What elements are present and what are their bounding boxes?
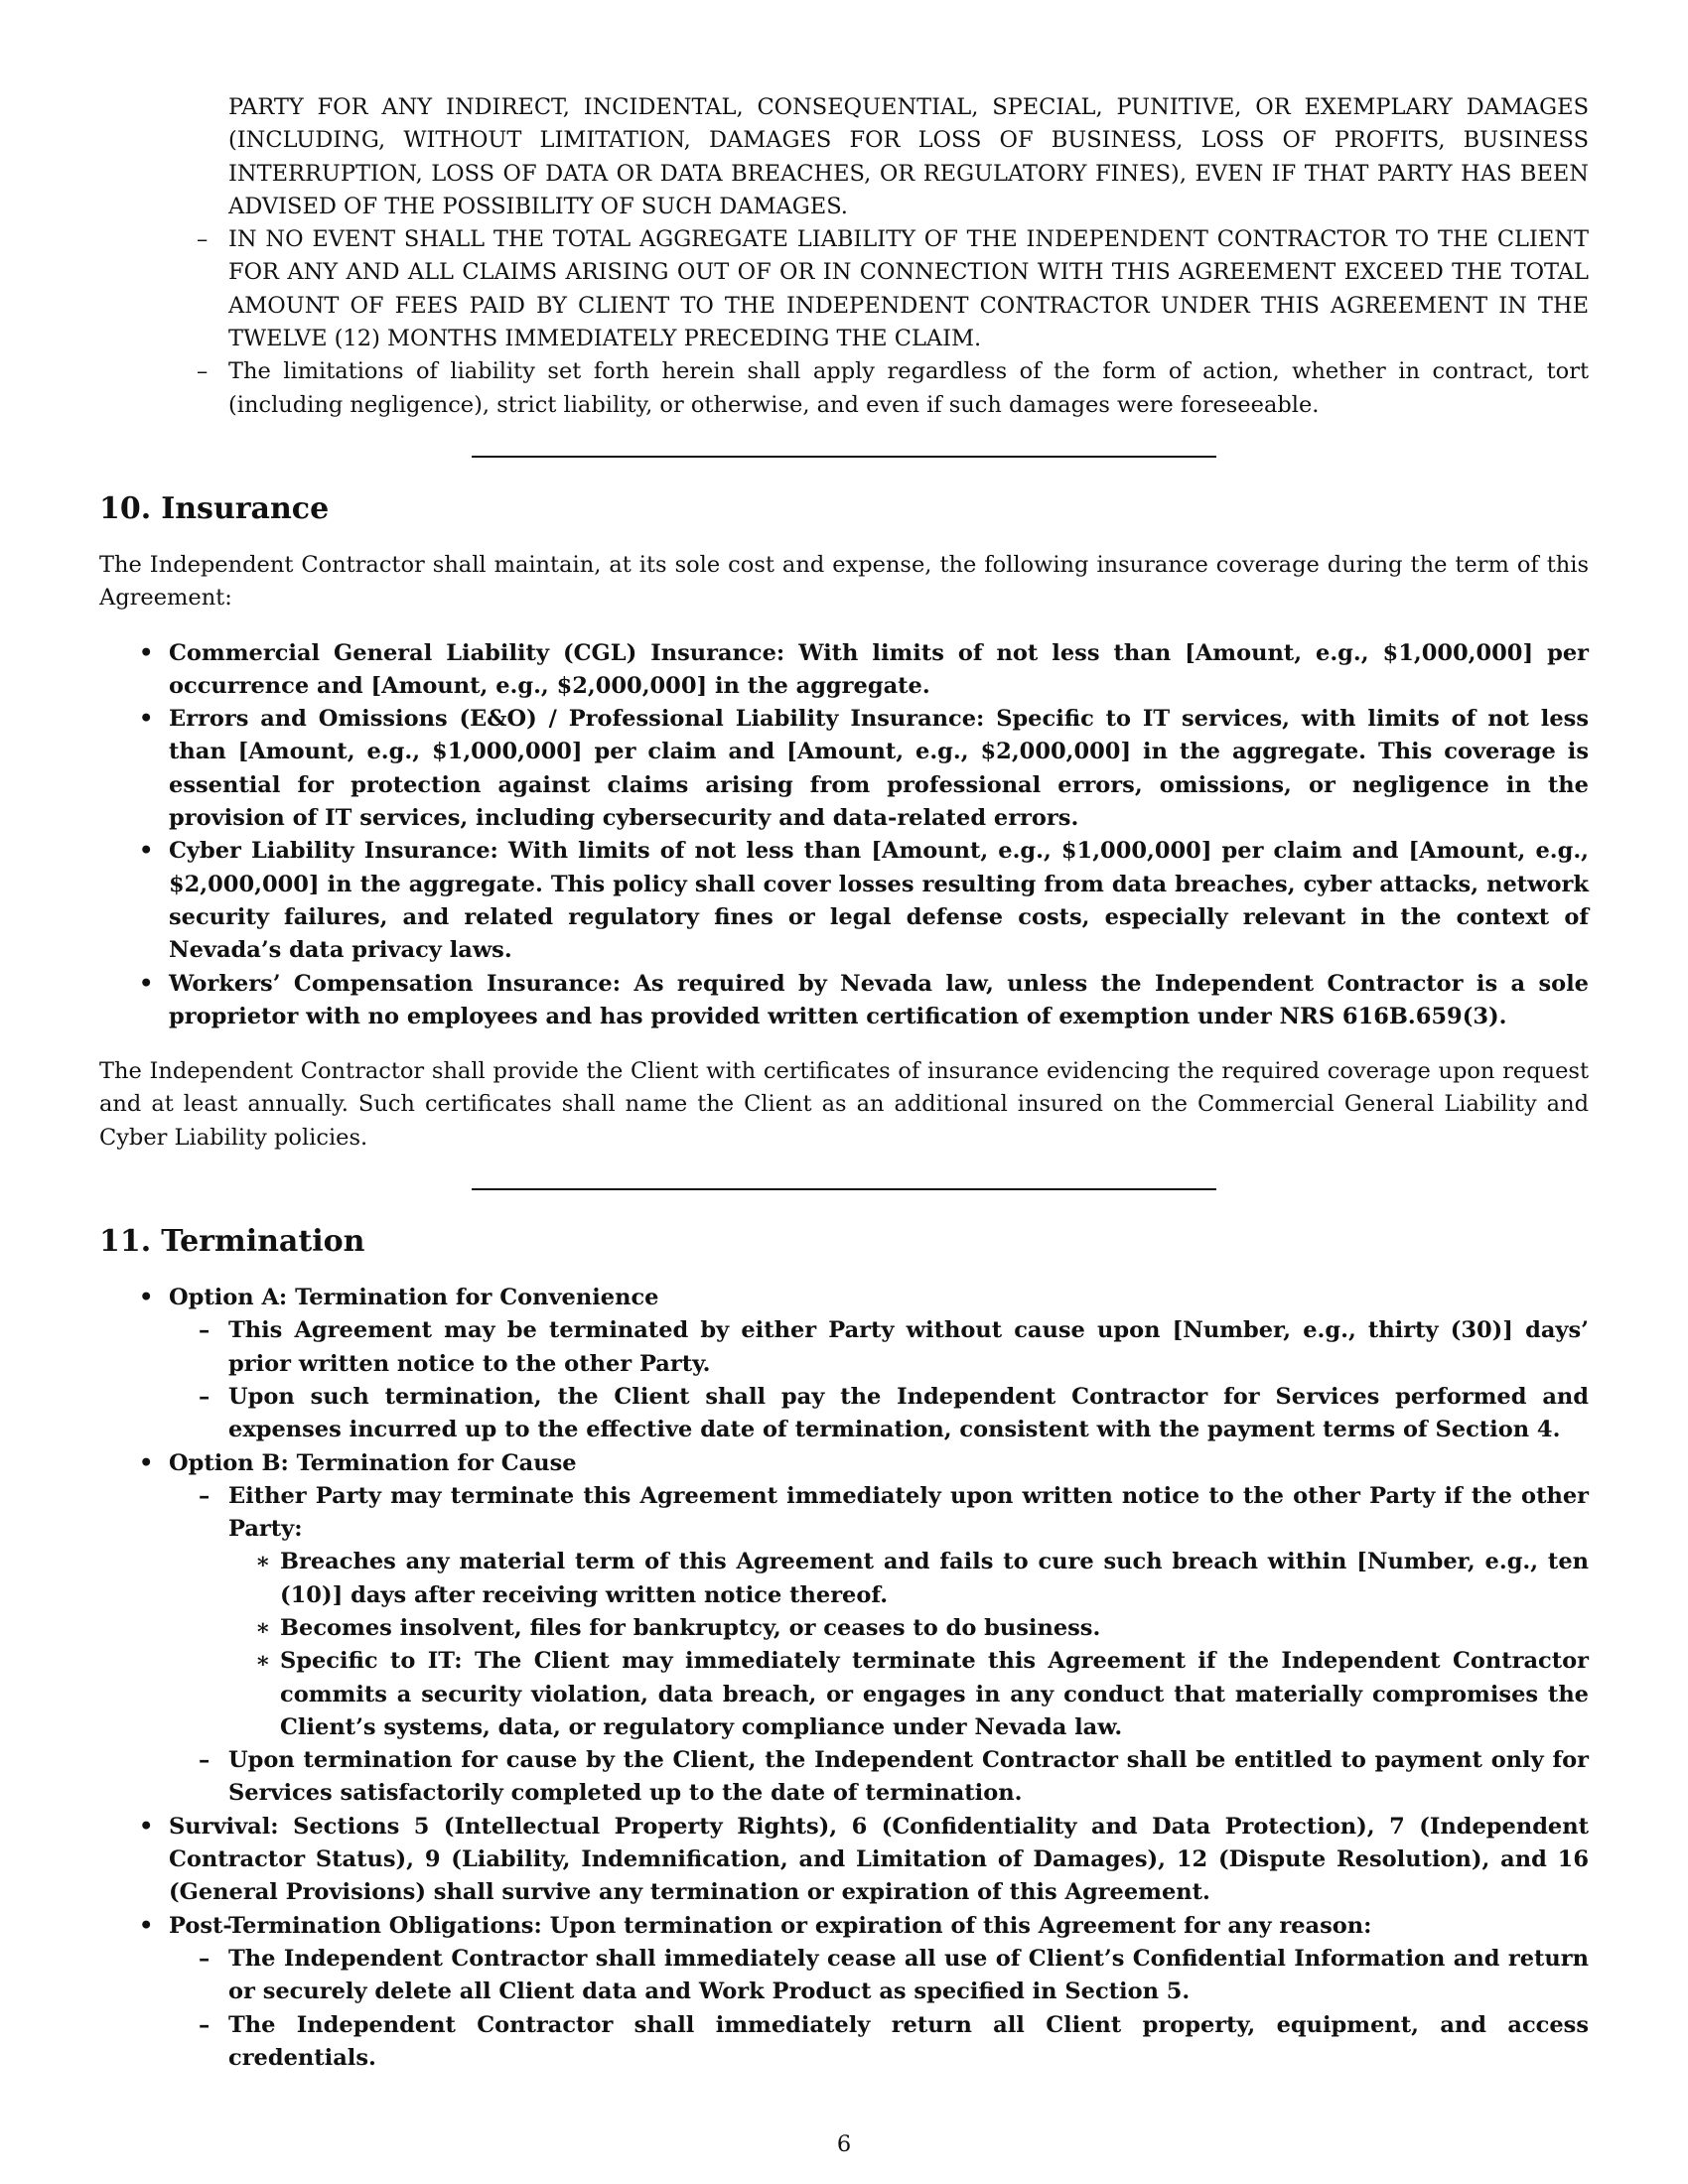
item-text: ] in the aggregate. This policy shall cover losses resulting from data breaches, cyber attacks, network security failures, and related regulatory fines or legal defense costs, especially relevant in the context of Nevada’s data privacy laws. [169,871,1589,964]
dash-marker: – [199,2011,211,2038]
bullet-marker: • [139,1912,154,1939]
page-number: 6 [836,2131,852,2157]
item-label: Survival: [169,1813,279,1840]
item-text: ] per claim and [ [1200,838,1420,865]
item-label: Specific to IT: [280,1648,463,1675]
dash-marker: – [199,1317,211,1344]
star-marker: ∗ [255,1648,271,1675]
item-text: Breaches any material term of this Agreement and fails to cure such breach within [ [280,1549,1367,1575]
item-text: Either Party may terminate this Agreement immediately upon written notice to the other Party if the other Party: [228,1482,1589,1543]
document-page [99,91,1589,2097]
dash-marker: – [199,1747,211,1774]
item-text: With limits of not less than [ [784,639,1196,666]
insurance-closing: The Independent Contractor shall provide the Client with certificates of insurance evidencing the required coverage upon request and at least annually. Such certificates shall name the Client as an additional insured on the Commercial General Liability and Cyber Liability policies. [99,1058,1589,1151]
amount-placeholder: Amount, e.g., $1,000,000 [1195,639,1523,666]
item-text: ] per claim and [ [571,739,797,765]
bullet-marker: • [139,1285,154,1311]
number-placeholder: Number, e.g., ten (10) [280,1549,1589,1608]
section-title: Insurance [161,490,330,526]
item-text: Becomes insolvent, files for bankruptcy, or ceases to do business. [280,1614,1101,1641]
section-number: 10. [99,490,152,526]
item-text: Upon such termination, the Client shall pay the Independent Contractor for Services performed and expenses incurred up to the effective date of termination, consistent with the payment terms of Section 4. [228,1383,1589,1443]
item-label: Post-Termination Obligations: [169,1912,542,1939]
section-heading [99,1222,1589,1262]
number-placeholder: Number, e.g., thirty (30) [1183,1317,1503,1344]
amount-placeholder: Amount, e.g., $1,000,000 [882,838,1201,865]
section-insurance [99,489,1589,1155]
sub-sub-list [228,1546,1589,1744]
item-text: ] in the aggregate. [696,672,930,699]
list-item [169,1314,1589,1381]
item-text: ] per occurrence and [ [169,639,1590,699]
list-item-survival [99,1811,1589,1910]
list-item [169,1943,1589,2009]
star-marker: ∗ [255,1549,271,1575]
item-text: ] days’ prior written notice to the other Party. [228,1317,1589,1377]
section-title: Termination [161,1224,365,1260]
bullet-marker: • [139,1449,154,1476]
item-text: ] in the aggregate. This coverage is essential for protection against claims arising from professional errors, omissions, or negligence in the provision of IT services, including cybersecurity and data-related errors. [169,739,1590,832]
item-text: Specific to IT services, with limits of not less than [ [169,706,1589,765]
item-text: The Independent Contractor shall immediately return all Client property, equipment, and access credentials. [228,2011,1589,2071]
caps-paragraph-2: IN NO EVENT SHALL THE TOTAL AGGREGATE LIABILITY OF THE INDEPENDENT CONTRACTOR TO THE CLIENT FOR ANY AND ALL CLAIMS ARISING OUT OF OR IN CONNECTION WITH THIS AGREEMENT EXCEED THE TOTAL AMOUNT OF FEES PAID BY CLIENT TO THE INDEPENDENT CONTRACTOR UNDER THIS AGREEMENT IN THE TWELVE (12) MONTHS IMMEDIATELY PRECEDING THE CLAIM. [228,226,1589,352]
list-item [99,355,1589,422]
section-heading [99,489,1589,529]
item-label: Workers’ Compensation Insurance: [169,970,622,997]
list-item [228,1645,1589,1744]
section-number: 11. [99,1224,152,1260]
item-text: Upon termination for cause by the Client, the Independent Contractor shall be entitled to payment only for Services satisfactorily completed up to the date of termination. [228,1747,1589,1807]
list-item [169,1744,1589,1811]
list-item [169,1480,1589,1744]
amount-placeholder: Amount, e.g., $1,000,000 [248,739,572,765]
dash-marker: – [199,1383,211,1410]
caps-paragraph-1: PARTY FOR ANY INDIRECT, INCIDENTAL, CONSEQUENTIAL, SPECIAL, PUNITIVE, OR EXEMPLARY DAMAGES (INCLUDING, WITHOUT LIMITATION, DAMAGES FOR LOSS OF BUSINESS, LOSS OF PROFITS, BUSINESS INTERRUPTION, LOSS OF DATA OR DATA BREACHES, OR REGULATORY FINES), EVEN IF THAT PARTY HAS BEEN ADVISED OF THE POSSIBILITY OF SUCH DAMAGES. [228,94,1589,219]
sub-list [169,1314,1589,1446]
dash-marker: – [199,1482,211,1509]
dash-marker: – [197,358,209,385]
bullet-marker: • [139,706,154,733]
limitations-text: The limitations of liability set forth herein shall apply regardless of the form of action, whether in contract, tort (including negligence), strict liability, or otherwise, and even if such damages were foreseeable. [228,358,1589,418]
termination-list [99,1282,1589,2075]
section-divider [472,1188,1216,1190]
item-text: The Independent Contractor shall immediately cease all use of Client’s Confidential Information and return or securely delete all Client data and Work Product as specified in Section 5. [228,1945,1589,2005]
bullet-marker: • [139,1813,154,1840]
item-text: ] days after receiving written notice thereof. [332,1581,889,1608]
item-label: Commercial General Liability (CGL) Insurance: [169,639,785,666]
insurance-intro: The Independent Contractor shall maintain, at its sole cost and expense, the following insurance coverage during the term of this Agreement: [99,551,1589,612]
amount-placeholder: Amount, e.g., $2,000,000 [169,838,1589,897]
liability-continuation [99,91,1589,422]
dash-marker: – [197,226,209,253]
item-label: Cyber Liability Insurance: [169,838,498,865]
list-item [228,1546,1589,1612]
item-text: Sections 5 (Intellectual Property Rights), 6 (Confidentiality and Data Protection), 7 (Independent Contractor Status), 9 (Liability, Indemnification, and Limitation of Damages), 12 (Dispute Resolution), and 16 (General Provisions) shall survive any termination or expiration of this Agreement. [169,1813,1589,1906]
section-divider [472,456,1216,458]
item-label: Option A: Termination for Convenience [169,1285,659,1311]
list-item [169,1381,1589,1447]
list-item-cgl [99,637,1589,704]
item-text: With limits of not less than [ [497,838,882,865]
item-label: Option B: Termination for Cause [169,1449,577,1476]
item-text: As required by Nevada law, unless the Independent Contractor is a sole proprietor with no employees and has provided written certification of exemption under NRS 616B.659(3). [169,970,1589,1029]
section-termination [99,1222,1589,2075]
bullet-marker: • [139,970,154,997]
list-item-cyber [99,835,1589,967]
list-item-workers-comp [99,968,1589,1034]
amount-placeholder: Amount, e.g., $2,000,000 [381,672,697,699]
insurance-list [99,637,1589,1034]
item-label: Errors and Omissions (E&O) / Professional Liability Insurance: [169,706,985,733]
amount-placeholder: Amount, e.g., $2,000,000 [796,739,1121,765]
bullet-marker: • [139,838,154,865]
list-item-option-a [99,1282,1589,1446]
list-item-option-b [99,1447,1589,1811]
item-text: Upon termination or expiration of this Agreement for any reason: [541,1912,1372,1939]
list-item [99,223,1589,355]
star-marker: ∗ [255,1614,271,1641]
sub-list [169,1943,1589,2075]
sub-list [169,1480,1589,1811]
list-item [228,1612,1589,1645]
bullet-marker: • [139,639,154,666]
list-item-post-termination [99,1910,1589,2075]
dash-marker: – [199,1945,211,1972]
item-text: The Client may immediately terminate this Agreement if the Independent Contractor commits a security violation, data breach, or engages in any conduct that materially compromises the Client’s systems, data, or regulatory compliance under Nevada law. [280,1648,1589,1740]
item-text: This Agreement may be terminated by either Party without cause upon [ [228,1317,1184,1344]
list-item-eo [99,703,1589,835]
list-item [169,2009,1589,2076]
